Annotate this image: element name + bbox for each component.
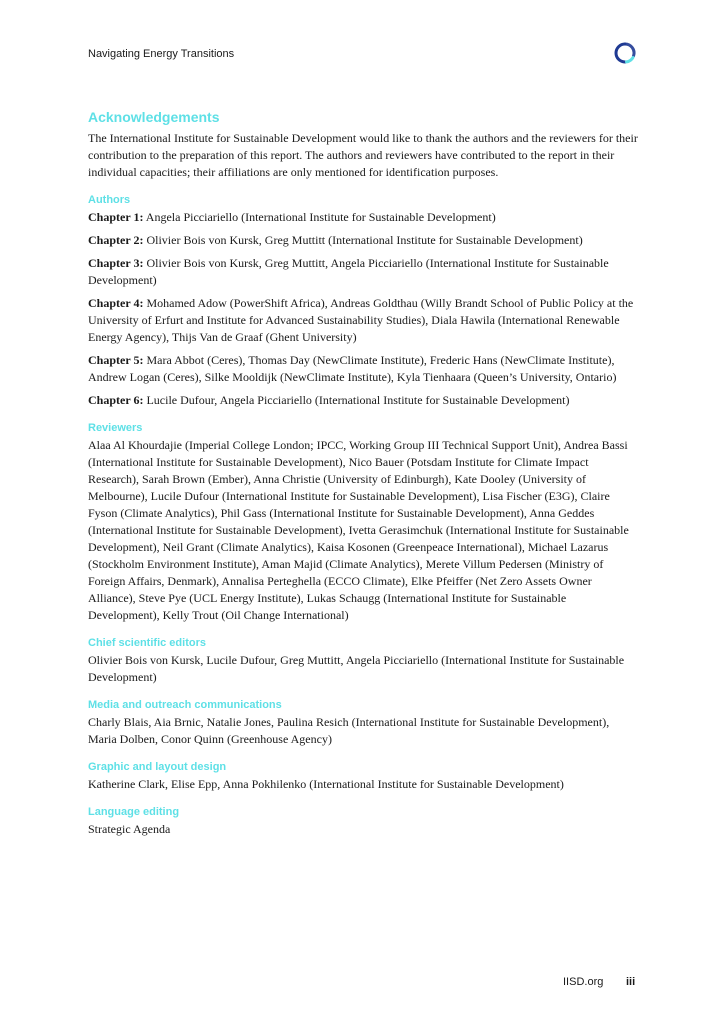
acknowledgements-heading: Acknowledgements bbox=[88, 109, 220, 125]
chapter-6-authors bbox=[88, 392, 640, 409]
chapter-2-authors bbox=[88, 232, 640, 249]
iisd-logo-icon bbox=[613, 41, 637, 65]
page-number: iii bbox=[626, 976, 636, 988]
media-list: Charly Blais, Aia Brnic, Natalie Jones, Paulina Resich (International Institute for Sustainable Development), Maria Dolben, Conor Quinn (Greenhouse Agency) bbox=[88, 715, 610, 746]
chapter-authors-text: Mohamed Adow (PowerShift Africa), Andreas Goldthau (Willy Brandt School of Public Policy at the University of Erfurt and Institute for Advanced Sustainability Studies), Diala Hawila (International Renewable Energy Agency), Thijs Van de Graaf (Ghent University) bbox=[88, 296, 634, 344]
design-heading: Graphic and layout design bbox=[88, 761, 227, 773]
reviewers-heading: Reviewers bbox=[88, 422, 143, 434]
media-heading: Media and outreach communications bbox=[88, 699, 282, 711]
editing-list: Strategic Agenda bbox=[88, 822, 171, 836]
chapter-3-authors bbox=[88, 255, 640, 289]
chapter-authors-text: Olivier Bois von Kursk, Greg Muttitt, Angela Picciariello (International Institute for Sustainable Development) bbox=[88, 256, 609, 287]
chapter-5-authors bbox=[88, 352, 640, 386]
chapter-label: Chapter 6: bbox=[88, 393, 144, 407]
main-content bbox=[88, 108, 640, 838]
chief-editors-list: Olivier Bois von Kursk, Lucile Dufour, Greg Muttitt, Angela Picciariello (International Institute for Sustainable Development) bbox=[88, 653, 625, 684]
running-header-title: Navigating Energy Transitions bbox=[88, 48, 235, 60]
footer-website: IISD.org bbox=[563, 976, 604, 988]
design-list: Katherine Clark, Elise Epp, Anna Pokhilenko (International Institute for Sustainable Development) bbox=[88, 777, 564, 791]
chapter-label: Chapter 5: bbox=[88, 353, 144, 367]
chapter-authors-text: Lucile Dufour, Angela Picciariello (International Institute for Sustainable Development) bbox=[146, 393, 570, 407]
chapter-label: Chapter 4: bbox=[88, 296, 144, 310]
chapter-4-authors bbox=[88, 295, 640, 346]
chapter-label: Chapter 1: bbox=[88, 210, 144, 224]
chief-editors-heading: Chief scientific editors bbox=[88, 637, 206, 649]
reviewers-list: Alaa Al Khourdajie (Imperial College London; IPCC, Working Group III Technical Support Unit), Andrea Bassi (International Institute for Sustainable Development), Nico Bauer (Potsdam Institute for Climate Impact Research), Sarah Brown (Ember), Anna Christie (University of Edinburgh), Kate Dooley (University of Melbourne), Lucile Dufour (International Institute for Sustainable Development), Lisa Fischer (E3G), Claire Fyson (Climate Analytics), Phil Gass (International Institute for Sustainable Development), Anna Geddes (International Institute for Sustainable Development), Ivetta Gerasimchuk (International Institute for Sustainable Development), Neil Grant (Climate Analytics), Kaisa Kosonen (Greenpeace International), Michael Lazarus (Stockholm Environment Institute), Aman Majid (Climate Analytics), Merete Villum Pedersen (Ministry of Foreign Affairs, Denmark), Annalisa Perteghella (ECCO Climate), Elke Pfeiffer (Net Zero Assets Owner Alliance), Steve Pye (UCL Energy Institute), Lukas Schaugg (International Institute for Sustainable Development), Kelly Trout (Oil Change International) bbox=[88, 438, 629, 622]
authors-heading: Authors bbox=[88, 194, 131, 206]
chapter-label: Chapter 2: bbox=[88, 233, 144, 247]
chapter-authors-text: Olivier Bois von Kursk, Greg Muttitt (International Institute for Sustainable Development) bbox=[146, 233, 583, 247]
acknowledgements-intro: The International Institute for Sustainable Development would like to thank the authors and the reviewers for their contribution to the preparation of this report. The authors and reviewers have contributed to the report in their individual capacities; their affiliations are only mentioned for identification purposes. bbox=[88, 131, 638, 179]
chapter-authors-text: Mara Abbot (Ceres), Thomas Day (NewClimate Institute), Frederic Hans (NewClimate Institute), Andrew Logan (Ceres), Silke Mooldijk (NewClimate Institute), Kyla Tienhaara (Queen’s University, Ontario) bbox=[88, 353, 617, 384]
chapter-1-authors bbox=[88, 209, 640, 226]
chapter-label: Chapter 3: bbox=[88, 256, 144, 270]
editing-heading: Language editing bbox=[88, 806, 180, 818]
chapter-authors-text: Angela Picciariello (International Institute for Sustainable Development) bbox=[145, 210, 496, 224]
